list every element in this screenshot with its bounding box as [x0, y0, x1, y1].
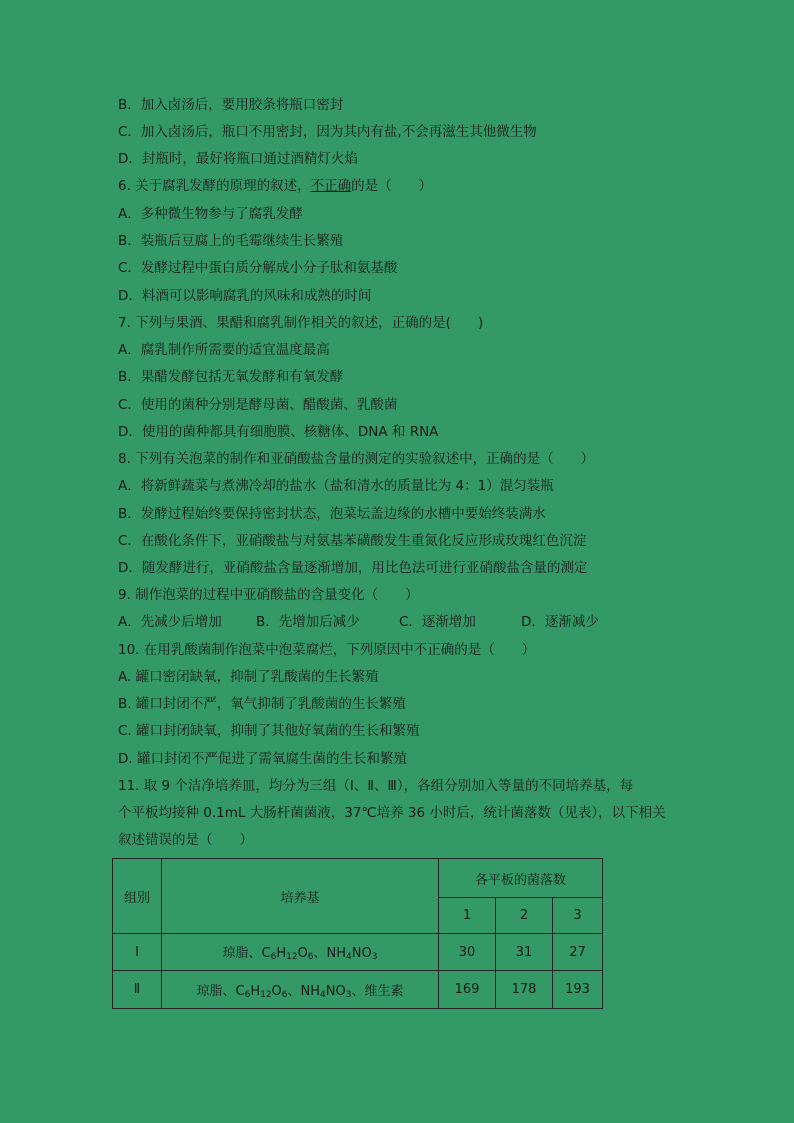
medium-sub: 4 [346, 952, 352, 962]
q10-option-b: B. 罐口封闭不严，氧气抑制了乳酸菌的生长繁殖 [118, 696, 406, 712]
row-medium [162, 934, 439, 971]
q10-stem: 10. 在用乳酸菌制作泡菜中泡菜腐烂，下列原因中不正确的是（ ） [118, 642, 536, 658]
colony-count-table [112, 858, 603, 1009]
header-colony-counts: 各平板的菌落数 [439, 859, 603, 898]
row-value: 178 [496, 971, 553, 1009]
q9-option-d: D．逐渐减少 [521, 614, 599, 630]
q7-option-d: D．使用的菌种都具有细胞膜、核糖体、DNA 和 RNA [118, 424, 439, 440]
q7-stem: 7. 下列与果酒、果醋和腐乳制作相关的叙述，正确的是( ) [118, 315, 484, 331]
q9-option-b: B．先增加后减少 [256, 614, 360, 630]
q6-stem [118, 177, 432, 195]
q8-option-a: A．将新鲜蔬菜与煮沸冷却的盐水（盐和清水的质量比为 4：1）混匀装瓶 [118, 478, 554, 494]
q11-stem-line1: 11. 取 9 个洁净培养皿，均分为三组（Ⅰ、Ⅱ、Ⅲ），各组分别加入等量的不同培养基，每 [118, 778, 634, 794]
q7-option-b: B．果醋发酵包括无氧发酵和有氧发酵 [118, 369, 344, 385]
medium-part: 、NH [313, 946, 347, 961]
header-plate-3: 3 [553, 898, 603, 934]
q9-option-a: A．先减少后增加 [118, 614, 222, 630]
medium-sub: 4 [320, 989, 326, 1000]
q8-stem: 8. 下列有关泡菜的制作和亚硝酸盐含量的测定的实验叙述中，正确的是（ ） [118, 451, 595, 467]
q9-stem: 9. 制作泡菜的过程中亚硝酸盐的含量变化（ ） [118, 587, 419, 603]
medium-part: 、NH [287, 983, 321, 999]
q6-stem-underlined: 不正确 [310, 178, 352, 194]
table-row [113, 934, 603, 971]
q7-option-c: C．使用的菌种分别是酵母菌、醋酸菌、乳酸菌 [118, 397, 398, 413]
medium-sub: 3 [371, 952, 378, 962]
q10-option-a: A. 罐口密闭缺氧，抑制了乳酸菌的生长繁殖 [118, 669, 379, 685]
medium-part: H [250, 983, 261, 999]
medium-sub: 6 [244, 989, 251, 1000]
row-medium [162, 971, 439, 1009]
medium-sub: 6 [270, 952, 277, 962]
q10-option-c: C. 罐口封闭缺氧，抑制了其他好氧菌的生长和繁殖 [118, 723, 420, 739]
medium-part: O [297, 946, 308, 961]
q8-option-b: B．发酵过程始终要保持密封状态，泡菜坛盖边缘的水槽中要始终装满水 [118, 506, 546, 522]
medium-part: 琼脂、C [196, 983, 245, 999]
medium-part: O [271, 983, 282, 999]
row-value: 30 [439, 934, 496, 971]
q5-option-c: C．加入卤汤后，瓶口不用密封，因为其内有盐,不会再滋生其他微生物 [118, 124, 537, 140]
q11-stem-line2: 个平板均接种 0.1mL 大肠杆菌菌液，37℃培养 36 小时后，统计菌落数（见表），以下相关 [118, 805, 666, 821]
medium-part: NO [351, 946, 372, 961]
q8-option-d: D．随发酵进行，亚硝酸盐含量逐渐增加，用比色法可进行亚硝酸盐含量的测定 [118, 560, 588, 576]
medium-sub: 6 [281, 989, 288, 1000]
q6-stem-pre: 6. 关于腐乳发酵的原理的叙述， [118, 178, 311, 194]
row-value: 193 [553, 971, 603, 1009]
row-value: 169 [439, 971, 496, 1009]
medium-part: 、维生素 [351, 983, 404, 999]
medium-sub: 12 [286, 952, 298, 962]
medium-part: 琼脂、C [222, 946, 271, 961]
q6-option-a: A．多种微生物参与了腐乳发酵 [118, 206, 303, 222]
q9-options [118, 613, 599, 631]
q9-option-c: C．逐渐增加 [399, 614, 476, 630]
table-row [113, 971, 603, 1009]
q5-option-d: D．封瓶时，最好将瓶口通过酒精灯火焰 [118, 151, 358, 167]
q8-option-c: C．在酸化条件下，亚硝酸盐与对氨基苯磺酸发生重氮化反应形成玫瑰红色沉淀 [118, 533, 587, 549]
row-group: Ⅰ [113, 934, 162, 971]
row-value: 27 [553, 934, 603, 971]
header-plate-1: 1 [439, 898, 496, 934]
medium-part: H [276, 946, 287, 961]
q7-option-a: A．腐乳制作所需要的适宜温度最高 [118, 342, 330, 358]
medium-sub: 3 [345, 989, 352, 1000]
row-value: 31 [496, 934, 553, 971]
q5-option-b: B．加入卤汤后，要用胶条将瓶口密封 [118, 97, 344, 113]
header-medium: 培养基 [162, 859, 439, 934]
header-plate-2: 2 [496, 898, 553, 934]
header-group: 组别 [113, 859, 162, 934]
q11-stem-line3: 叙述错误的是（ ） [118, 832, 253, 848]
medium-sub: 6 [307, 952, 314, 962]
q6-option-b: B．装瓶后豆腐上的毛霉继续生长繁殖 [118, 233, 344, 249]
q6-stem-post: 的是（ ） [351, 178, 433, 194]
medium-part: NO [325, 983, 346, 999]
q10-option-d: D. 罐口封闭不严促进了需氧腐生菌的生长和繁殖 [118, 751, 407, 767]
row-group: Ⅱ [113, 971, 162, 1009]
q6-option-c: C．发酵过程中蛋白质分解成小分子肽和氨基酸 [118, 260, 398, 276]
q6-option-d: D．料酒可以影响腐乳的风味和成熟的时间 [118, 288, 372, 304]
medium-sub: 12 [260, 989, 272, 1000]
